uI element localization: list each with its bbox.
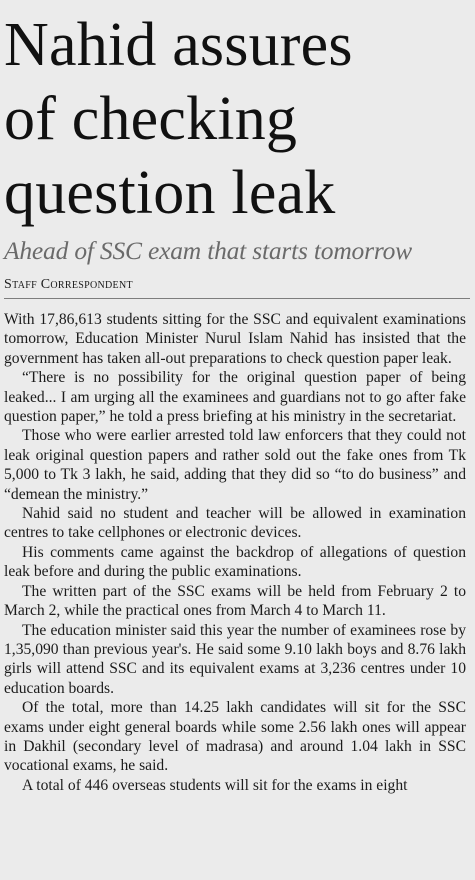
headline-line-3: question leak — [4, 159, 336, 227]
paragraph-7: The education minister said this year the number of examinees rose by 1,35,090 than previous year's. He said some 9.10 lakh boys and 8.76 lakh girls will attend SSC and its equivalent exams at 3,236 centres under 10 education boards. — [4, 621, 466, 697]
headline — [0, 8, 474, 230]
headline-line-2: of checking — [4, 85, 298, 153]
paragraph-4: Nahid said no student and teacher will be allowed in examination centres to take cellphones or electronic devices. — [4, 505, 466, 542]
paragraph-2: “There is no possibility for the original question paper of being leaked... I am urging all the examinees and guardians not to go after fake question paper,” he told a press briefing at his ministry in the secretariat. — [4, 369, 466, 426]
article-body — [4, 310, 466, 795]
deck-subheadline: Ahead of SSC exam that starts tomorrow — [4, 236, 412, 265]
paragraph-9: A total of 446 overseas students will sit for the exams in eight — [22, 776, 408, 794]
byline: Staff Correspondent — [4, 277, 133, 292]
paragraph-8: Of the total, more than 14.25 lakh candidates will sit for the SSC exams under eight general boards while some 2.56 lakh ones will appear in Dakhil (secondary level of madrasa) and around 1.04 lakh in SSC vocational exams, he said. — [4, 699, 466, 775]
byline-divider — [4, 298, 470, 299]
paragraph-1: With 17,86,613 students sitting for the SSC and equivalent examinations tomorrow, Education Minister Nurul Islam Nahid has insisted that the government has taken all-out preparations to check question paper leak. — [4, 311, 466, 367]
paragraph-5: His comments came against the backdrop of allegations of question leak before and during the public examinations. — [4, 543, 466, 581]
paragraph-3: Those who were earlier arrested told law enforcers that they could not leak original question papers and rather sold out the fake ones from Tk 5,000 to Tk 3 lakh, he said, adding that they did so “to do business” and “demean the ministry.” — [4, 427, 466, 503]
paragraph-6: The written part of the SSC exams will be held from February 2 to March 2, while the practical ones from March 4 to March 11. — [4, 582, 466, 620]
headline-line-1: Nahid assures — [4, 11, 353, 79]
